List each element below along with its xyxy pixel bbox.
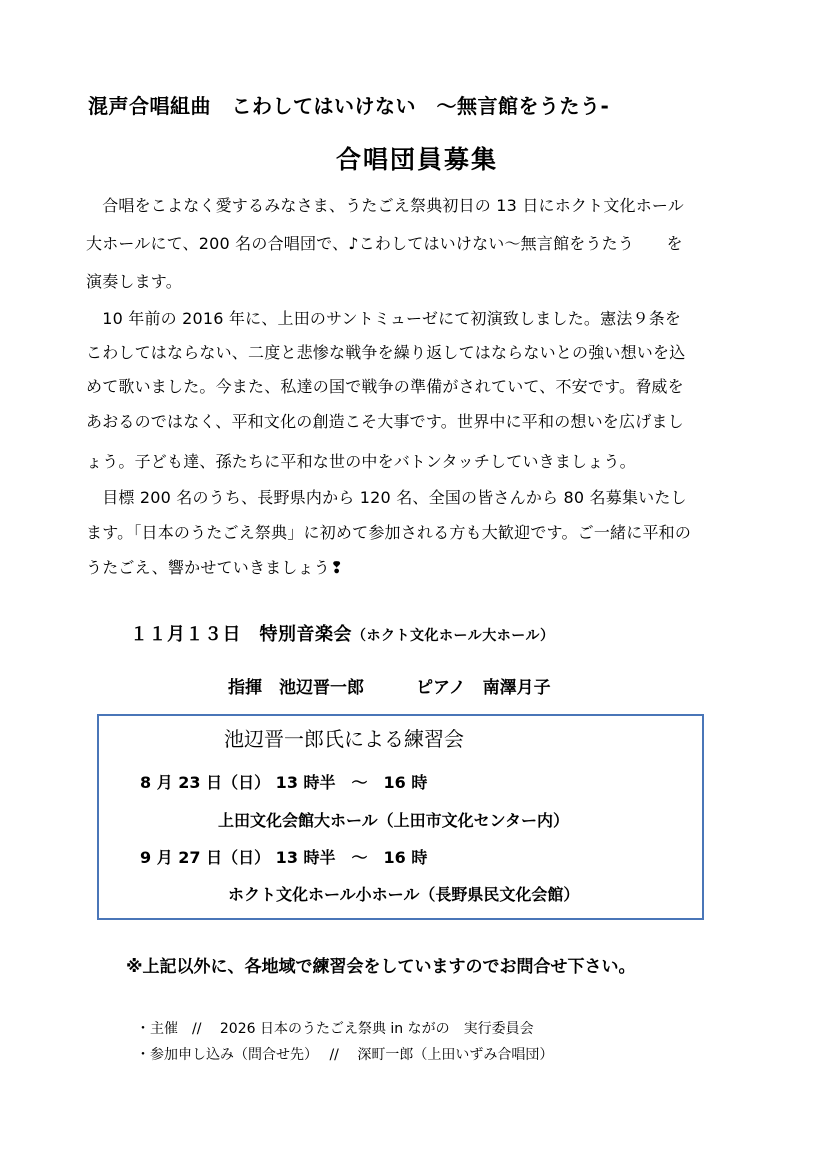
- organizer-line: ・主催 // 2026 日本のうたごえ祭典 in ながの 実行委員会: [136, 1021, 534, 1037]
- body-line: うたごえ、響かせていきましょう❢: [86, 558, 344, 577]
- body-line: 目標 200 名のうち、長野県内から 120 名、全国の皆さんから 80 名募集いたし: [86, 488, 687, 507]
- body-line: 10 年前の 2016 年に、上田のサントミューゼにて初演致しました。憲法９条を: [86, 309, 682, 328]
- concert-title: １１月１３日 特別音楽会: [130, 624, 352, 645]
- practice-place: ホクト文化ホール小ホール（長野県民文化会館）: [228, 885, 580, 904]
- body-line: ます。「日本のうたごえ祭典」に初めて参加される方も大歓迎です。ご一緒に平和の: [86, 523, 692, 542]
- conductor-credit: 指揮 池辺晋一郎: [228, 678, 364, 698]
- concert-heading: [130, 620, 554, 646]
- notice: ※上記以外に、各地域で練習会をしていますのでお問合せ下さい。: [126, 957, 636, 977]
- contact-line: ・参加申し込み（問合せ先） // 深町一郎（上田いずみ合唱団）: [136, 1047, 554, 1063]
- body-line: あおるのではなく、平和文化の創造こそ大事です。世界中に平和の想いを広げまし: [86, 412, 684, 431]
- practice-date: 8 月 23 日（日） 13 時半 ～ 16 時: [140, 773, 428, 792]
- body-line: ょう。子ども達、孫たちに平和な世の中をバトンタッチしていきましょう。: [86, 452, 636, 471]
- performer-credits: [228, 673, 551, 698]
- practice-date: 9 月 27 日（日） 13 時半 ～ 16 時: [140, 848, 428, 867]
- work-title: 混声合唱組曲 こわしてはいけない ～無言館をうたう-: [88, 94, 610, 118]
- practice-title: 池辺晋一郎氏による練習会: [224, 727, 464, 751]
- body-line: 演奏します。: [86, 272, 182, 291]
- body-line: 合唱をこよなく愛するみなさま、うたごえ祭典初日の 13 日にホクト文化ホール: [86, 196, 685, 215]
- concert-venue: （ホクト文化ホール大ホール）: [352, 628, 555, 644]
- practice-place: 上田文化会館大ホール（上田市文化センター内）: [218, 811, 570, 830]
- body-line: 大ホールにて、200 名の合唱団で、♪こわしてはいけない～無言館をうたう を: [86, 234, 683, 253]
- recruitment-headline: 合唱団員募集: [335, 145, 498, 174]
- pianist-credit: ピアノ 南澤月子: [416, 678, 551, 698]
- body-line: めて歌いました。今また、私達の国で戦争の準備がされていて、不安です。脅威を: [86, 377, 684, 396]
- body-line: こわしてはならない、二度と悲惨な戦争を繰り返してはならないとの強い想いを込: [86, 343, 686, 362]
